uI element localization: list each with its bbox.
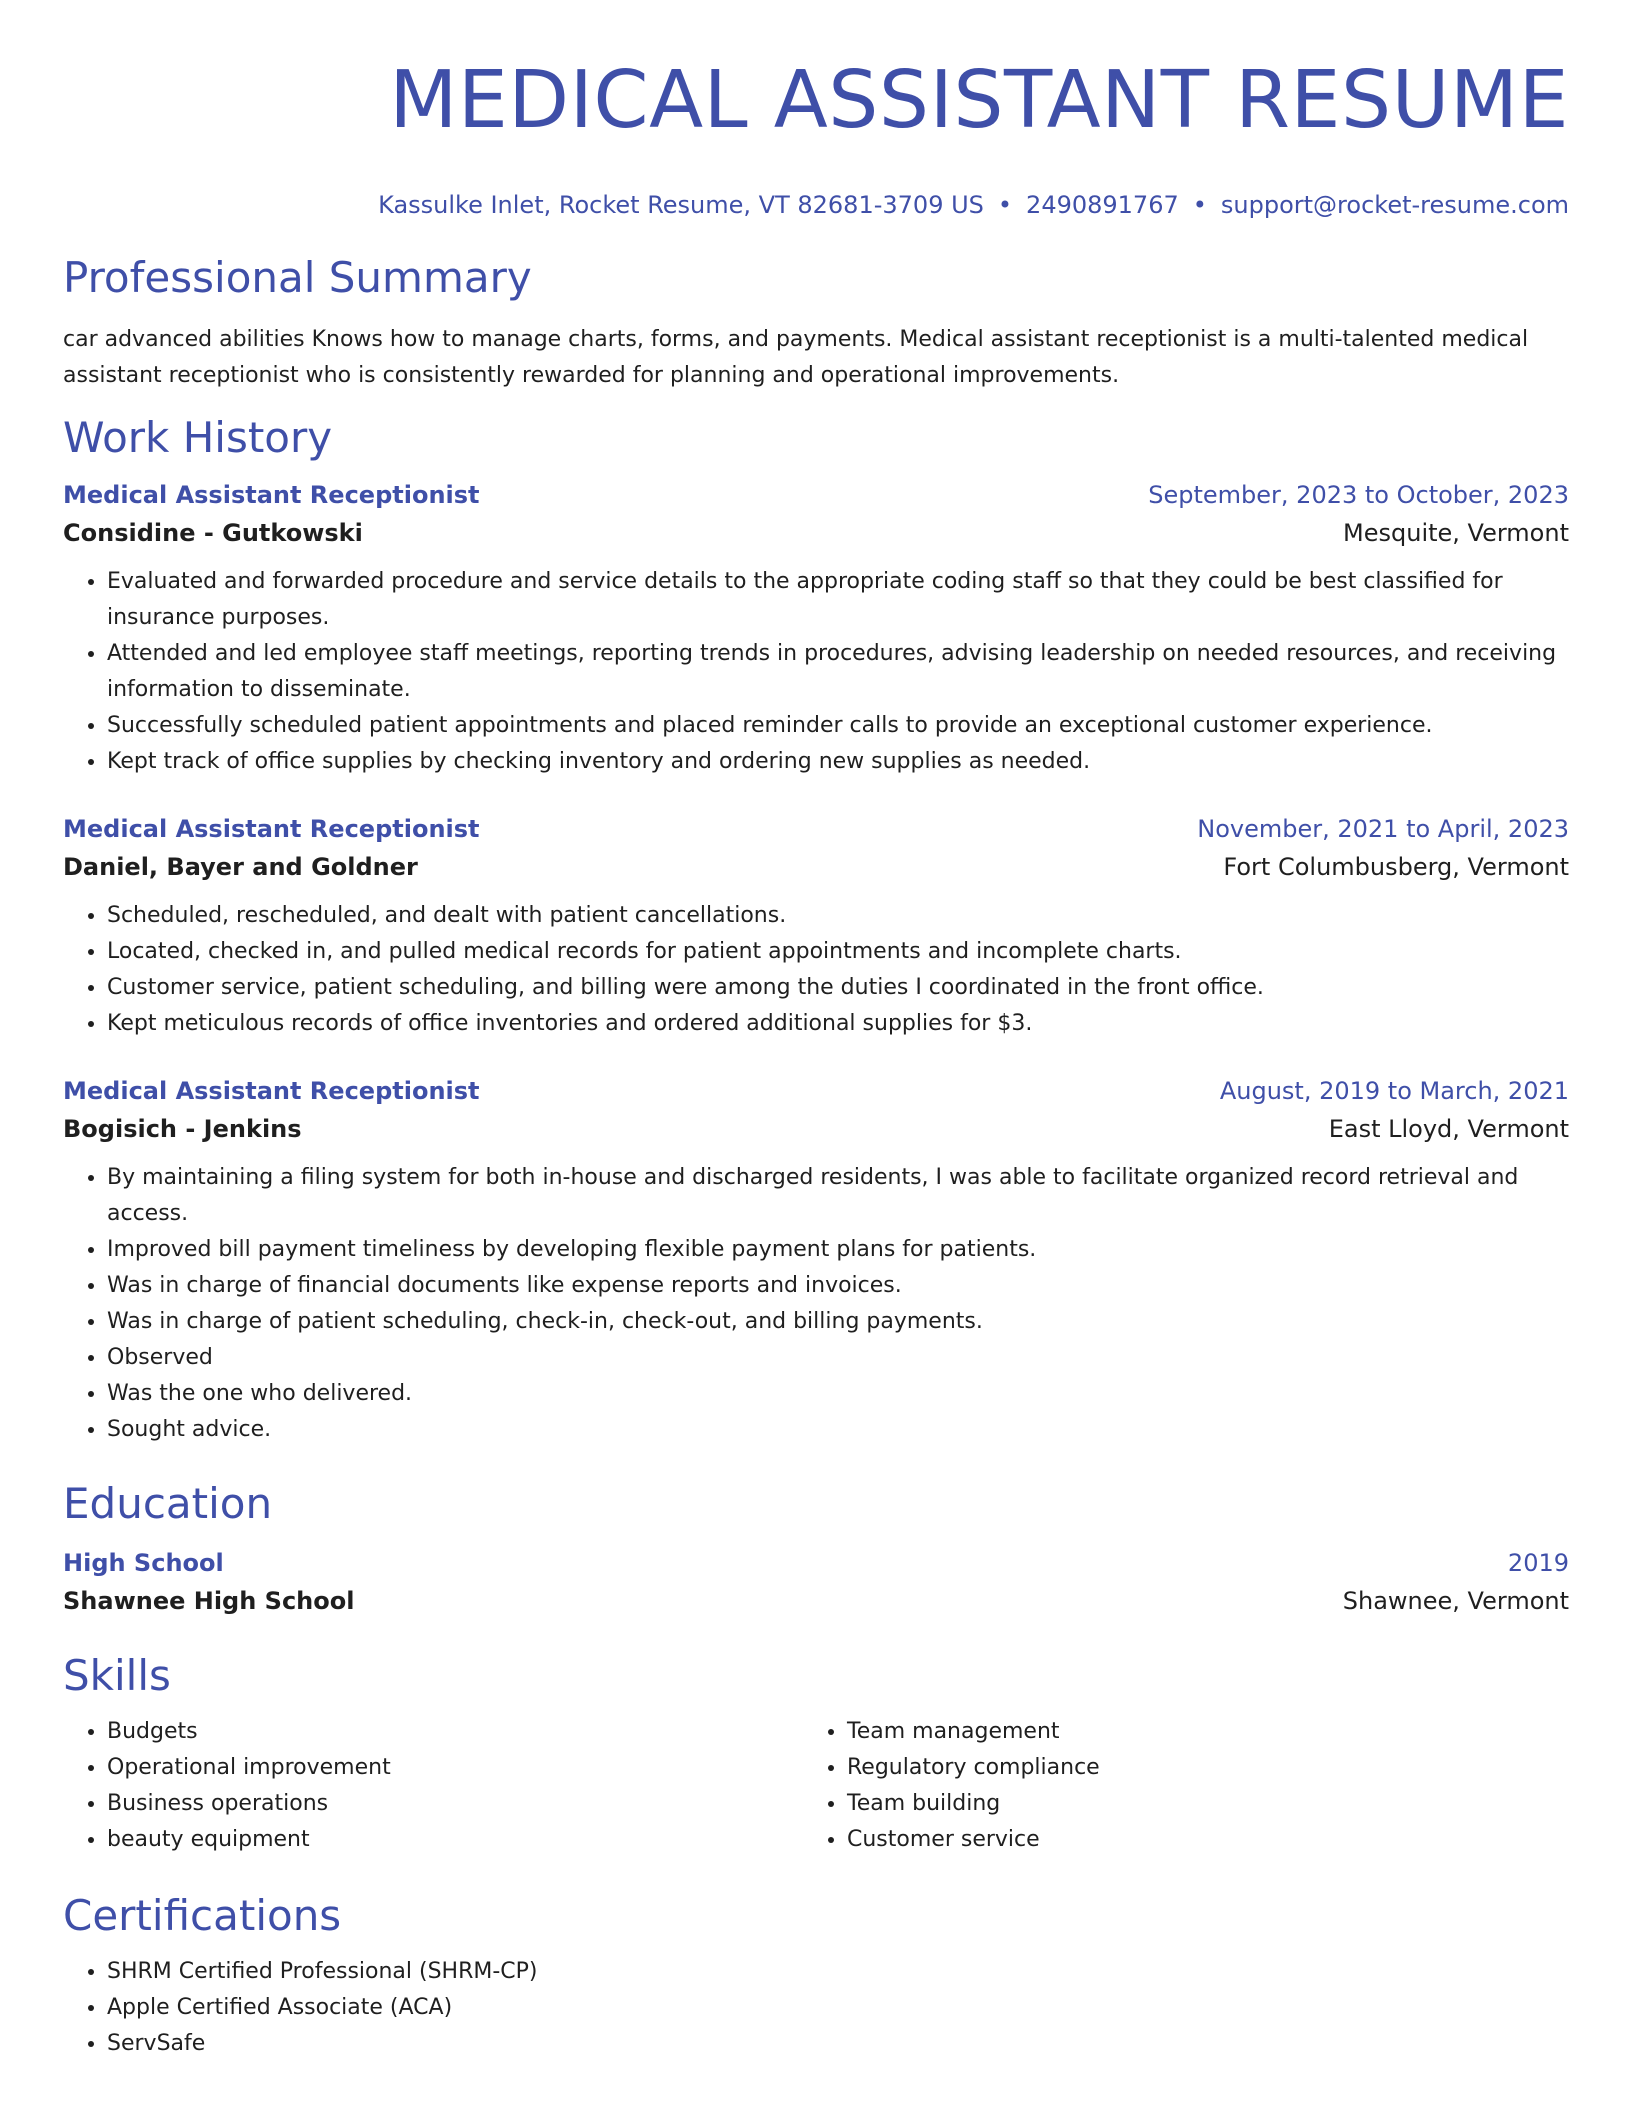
job-duty: • Kept meticulous records of office inventories and ordered additional supplies for $3. [107, 1006, 1569, 1042]
certification-item: • ServSafe [107, 2026, 1569, 2062]
contact-phone: 2490891767 [1026, 191, 1179, 219]
resume-header [63, 52, 1569, 220]
contact-address: Kassulke Inlet, Rocket Resume, VT 82681-3709 US [378, 191, 984, 219]
job-duty: • Improved bill payment timeliness by developing flexible payment plans for patients. [107, 1232, 1569, 1268]
skills-column-left [63, 1714, 803, 1858]
skills-heading: Skills [63, 1651, 171, 1700]
certification-item: • SHRM Certified Professional (SHRM-CP) [107, 1954, 1569, 1990]
job-location: Mesquite, Vermont [1343, 519, 1569, 547]
education-entry [63, 1544, 1569, 1620]
job-duty: • Was in charge of financial documents like expense reports and invoices. [107, 1268, 1569, 1304]
contact-separator: • [997, 191, 1013, 219]
job-duty: • By maintaining a filing system for both in-house and discharged residents, I was able to facilitate organized record retrieval and access. [107, 1160, 1569, 1232]
job-duty: • Successfully scheduled patient appointments and placed reminder calls to provide an exceptional customer experience. [107, 708, 1569, 744]
education-school: Shawnee High School [63, 1587, 355, 1615]
job-duty: • Was in charge of patient scheduling, check-in, check-out, and billing payments. [107, 1304, 1569, 1340]
certifications-list [63, 1954, 1569, 2062]
education-heading: Education [63, 1479, 273, 1528]
skill-item: • Business operations [107, 1786, 803, 1822]
job-title: Medical Assistant Receptionist [63, 1077, 480, 1105]
job-location: East Lloyd, Vermont [1328, 1115, 1569, 1143]
job-duty: • Customer service, patient scheduling, and billing were among the duties I coordinated in the front office. [107, 970, 1569, 1006]
job-duties-list [63, 564, 1569, 780]
skills-columns [63, 1714, 1569, 1858]
contact-email: support@rocket-resume.com [1220, 191, 1569, 219]
certification-item: • Apple Certified Associate (ACA) [107, 1990, 1569, 2026]
contact-line [63, 190, 1569, 220]
education-location: Shawnee, Vermont [1342, 1587, 1569, 1615]
job-duty: • Attended and led employee staff meetings, reporting trends in procedures, advising leadership on needed resources, and receiving information to disseminate. [107, 636, 1569, 708]
job-entry [63, 810, 1569, 1042]
job-entry [63, 1072, 1569, 1448]
job-duty: • Kept track of office supplies by checking inventory and ordering new supplies as needed. [107, 744, 1569, 780]
skill-item: • Budgets [107, 1714, 803, 1750]
skill-item: • Customer service [847, 1822, 1543, 1858]
skills-list [63, 1714, 803, 1858]
job-duties-list [63, 898, 1569, 1042]
certifications-heading: Certifications [63, 1891, 342, 1940]
work-history-heading: Work History [63, 413, 333, 462]
job-duty: • Evaluated and forwarded procedure and service details to the appropriate coding staff so that they could be best classified for insurance purposes. [107, 564, 1569, 636]
summary-text: car advanced abilities Knows how to manage charts, forms, and payments. Medical assistant receptionist is a multi-talented medical assistant receptionist who is consistently rewarded for planning and operational improvements. [63, 327, 1529, 388]
job-title: Medical Assistant Receptionist [63, 481, 480, 509]
contact-separator: • [1192, 191, 1207, 219]
education-year: 2019 [1507, 1549, 1569, 1577]
job-duties-list [63, 1160, 1569, 1448]
job-title: Medical Assistant Receptionist [63, 815, 480, 843]
job-company: Considine - Gutkowski [63, 519, 363, 547]
job-location: Fort Columbusberg, Vermont [1223, 853, 1569, 881]
summary-heading: Professional Summary [63, 253, 532, 302]
job-duty: • Was the one who delivered. [107, 1376, 1569, 1412]
education-degree: High School [63, 1549, 224, 1577]
skills-list [803, 1714, 1543, 1858]
job-company: Bogisich - Jenkins [63, 1115, 302, 1143]
job-duty: • Observed [107, 1340, 1569, 1376]
job-company: Daniel, Bayer and Goldner [63, 853, 418, 881]
job-duty: • Sought advice. [107, 1412, 1569, 1448]
skill-item: • beauty equipment [107, 1822, 803, 1858]
skill-item: • Team management [847, 1714, 1543, 1750]
skill-item: • Team building [847, 1786, 1543, 1822]
job-dates: August, 2019 to March, 2021 [1219, 1077, 1569, 1105]
job-duty: • Located, checked in, and pulled medical records for patient appointments and incomplete charts. [107, 934, 1569, 970]
job-dates: November, 2021 to April, 2023 [1197, 815, 1569, 843]
job-entry [63, 476, 1569, 780]
resume-title: MEDICAL ASSISTANT RESUME [389, 54, 1569, 146]
job-duty: • Scheduled, rescheduled, and dealt with patient cancellations. [107, 898, 1569, 934]
skills-column-right [803, 1714, 1543, 1858]
job-dates: September, 2023 to October, 2023 [1148, 481, 1569, 509]
skill-item: • Operational improvement [107, 1750, 803, 1786]
skill-item: • Regulatory compliance [847, 1750, 1543, 1786]
